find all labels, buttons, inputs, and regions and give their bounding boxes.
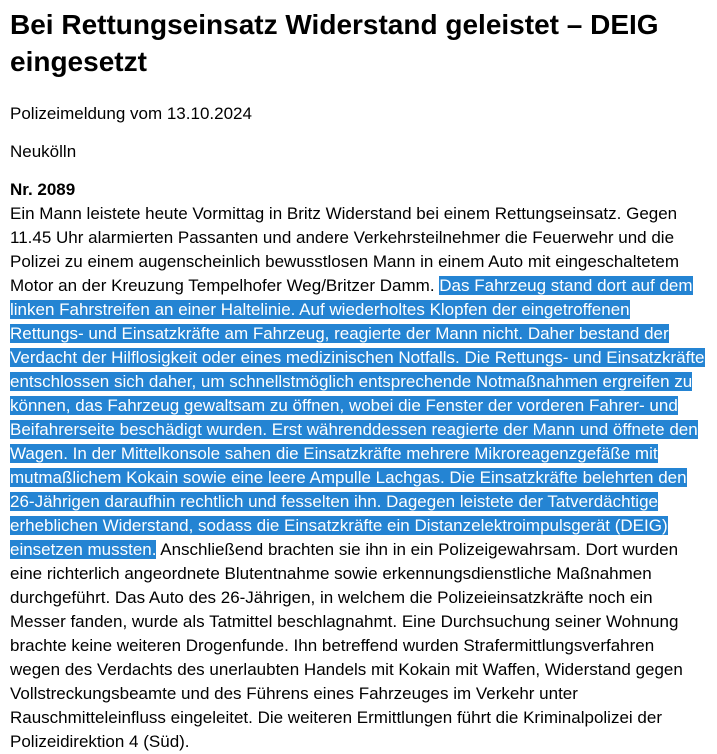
article-body [10, 202, 707, 754]
article-text-before-selection: Ein Mann leistete heute Vormittag in Britz Widerstand bei einem Rettungseinsatz. Gegen 11.45 Uhr alarmierten Passanten und andere Verkehrsteilnehmer die Feuerwehr und die Polizei zu einem augenscheinlich bewusstlosen Mann in einem Auto mit eingeschaltetem Motor an der Kreuzung Tempelhofer Weg/Britzer Damm. [10, 204, 680, 295]
article-text-after-selection: Anschließend brachten sie ihn in ein Polizeigewahrsam. Dort wurden eine richterlich angeordnete Blutentnahme sowie erkennungsdienstliche Maßnahmen durchgeführt. Das Auto des 26-Jährigen, in welchem die Polizeieinsatzkräfte noch ein Messer fanden, wurde als Tatmittel beschlagnahmt. Eine Durchsuchung seiner Wohnung brachte keine weiteren Drogenfunde. Ihn betreffend wurden Strafermittlungsverfahren wegen des Verdachts des unerlaubten Handels mit Kokain mit Waffen, Widerstand gegen Vollstreckungsbeamte und des Führens eines Fahrzeuges im Verkehr unter Rauschmitteleinfluss eingeleitet. Die weiteren Ermittlungen führt die Kriminalpolizei der Polizeidirektion 4 (Süd). [10, 540, 683, 751]
page-title [10, 6, 707, 80]
report-number: Nr. 2089 [10, 180, 76, 199]
district-name: Neukölln [10, 142, 77, 161]
page-title-line-1: Bei Rettungseinsatz Widerstand geleistet – DEIG [10, 9, 659, 40]
page-title-line-2: eingesetzt [10, 46, 147, 77]
report-date: Polizeimeldung vom 13.10.2024 [10, 104, 252, 123]
selected-text: Das Fahrzeug stand dort auf dem linken Fahrstreifen an einer Haltelinie. Auf wiederholtes Klopfen der eingetroffenen Rettungs- und Einsatzkräfte am Fahrzeug, reagierte der Mann nicht. Daher bestand der Verdacht der Hilflosigkeit oder eines medizinischen Notfalls. Die Rettungs- und Einsatzkräfte entschlossen sich daher, um schnellstmöglich entsprechende Notmaßnahmen ergreifen zu können, das Fahrzeug gewaltsam zu öffnen, wobei die Fenster der vorderen Fahrer- und Beifahrerseite beschädigt wurden. Erst währenddessen reagierte der Mann und öffnete den Wagen. In der Mittelkonsole sahen die Einsatzkräfte mehrere Mikroreagenzgefäße mit mutmaßlichem Kokain sowie eine leere Ampulle Lachgas. Die Einsatzkräfte belehrten den 26-Jährigen daraufhin rechtlich und fesselten ihn. Dagegen leistete der Tatverdächtige erheblichen Widerstand, sodass die Einsatzkräfte ein Distanzelektroimpulsgerät (DEIG) einsetzen mussten. [10, 276, 705, 559]
